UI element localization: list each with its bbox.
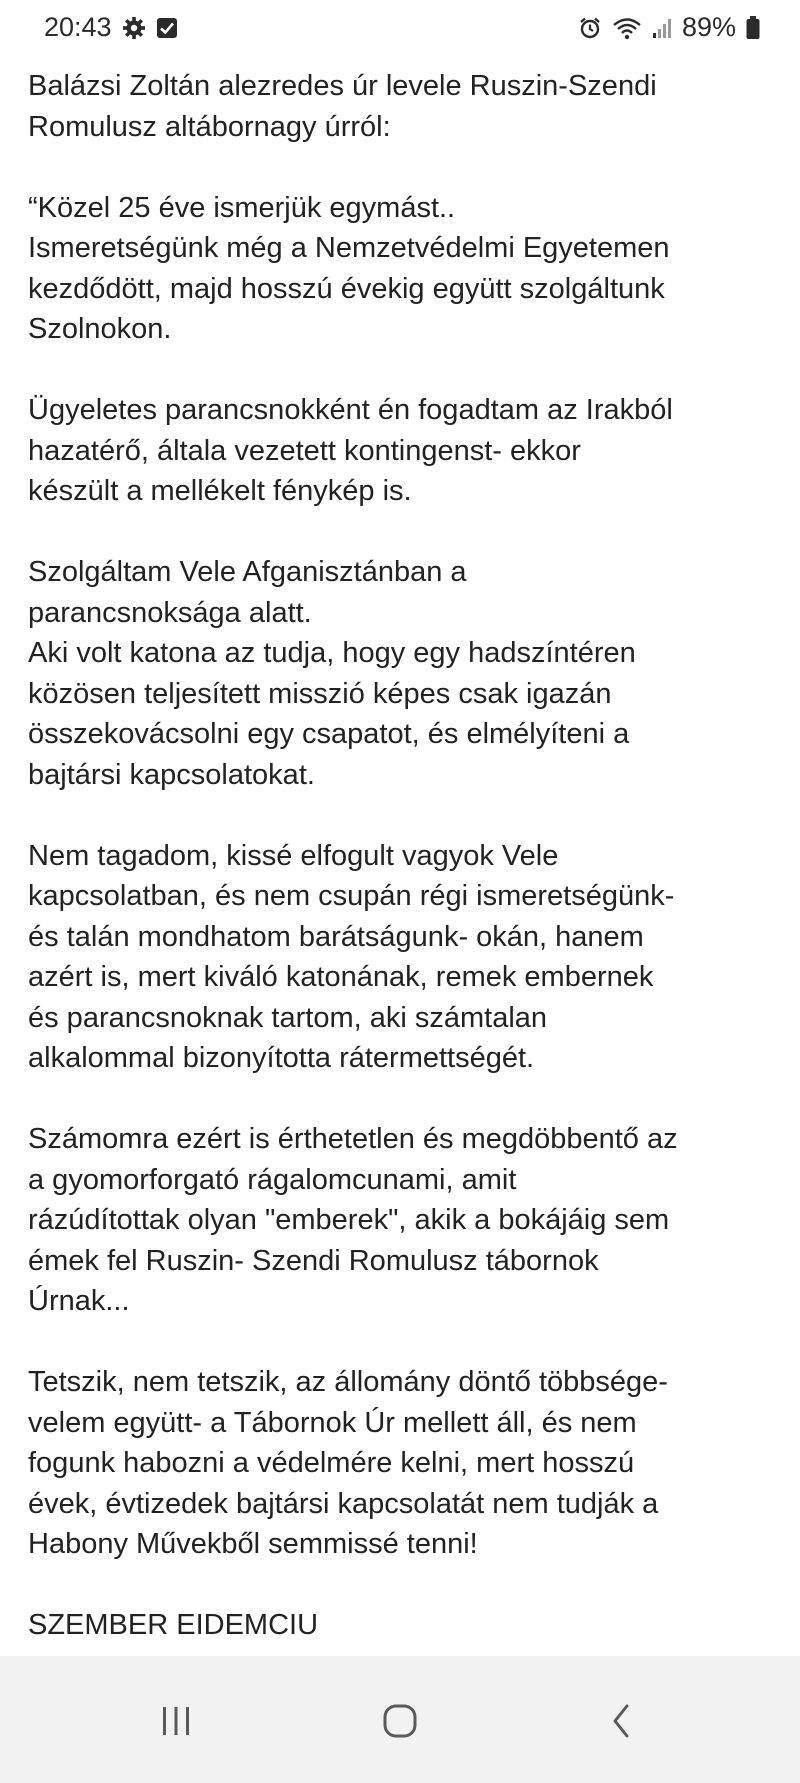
- paragraph-heading: Balázsi Zoltán alezredes úr levele Ruszin-Szendi Romulusz altábornagy úrról:: [28, 70, 657, 143]
- paragraph: Szolgáltam Vele Afganisztánban a parancsnoksága alatt. Aki volt katona az tudja, hogy egy hadszíntéren közösen teljesített misszió képes csak igazán összekovácsolni egy csapatot, és elmélyíteni a bajtársi kapcsolatokat.: [28, 556, 636, 791]
- paragraph: Ügyeletes parancsnokként én fogadtam az Irakból hazatérő, általa vezetett kontingenst- ekkor készült a mellékelt fénykép is.: [28, 394, 673, 507]
- recent-apps-button[interactable]: [136, 1686, 216, 1756]
- back-button[interactable]: [582, 1686, 662, 1756]
- message-body: [28, 66, 778, 1656]
- recent-apps-icon: [156, 1703, 196, 1739]
- home-button[interactable]: [360, 1686, 440, 1756]
- alarm-icon: [578, 16, 602, 40]
- status-bar: [0, 0, 800, 56]
- signal-icon: [652, 17, 672, 39]
- battery-icon: [746, 16, 760, 40]
- settings-icon: [122, 16, 146, 40]
- back-icon: [607, 1701, 637, 1741]
- cut-off-line: SZEMBER EIDEMCIU: [28, 1609, 319, 1641]
- paragraph: Nem tagadom, kissé elfogult vagyok Vele kapcsolatban, és nem csupán régi ismeretségünk- és talán mondhatom barátságunk- okán, hanem azért is, mert kiváló katonának, remek embernek és parancsnoknak tartom, aki számtalan alkalommal bizonyította rátermettségét.: [28, 839, 675, 1074]
- status-left: [44, 12, 178, 43]
- home-icon: [380, 1701, 420, 1741]
- paragraph: Számomra ezért is érthetetlen és megdöbbentő az a gyomorforgató rágalomcunami, amit rázúdítottak olyan "emberek", akik a bokájáig sem émek fel Ruszin- Szendi Romulusz tábornok Úrnak...: [28, 1123, 678, 1317]
- wifi-icon: [612, 16, 642, 40]
- paragraph: “Közel 25 éve ismerjük egymást.. Ismeretségünk még a Nemzetvédelmi Egyetemen kezdődött, majd hosszú évekig együtt szolgáltunk Szolnokon.: [28, 191, 670, 345]
- checkbox-notification-icon: [156, 17, 178, 39]
- status-time: 20:43: [44, 12, 112, 42]
- paragraph: Tetszik, nem tetszik, az állomány döntő többsége- velem együtt- a Tábornok Úr mellett áll, és nem fogunk habozni a védelmére kelni, mert hosszú évek, évtizedek bajtársi kapcsolatát nem tudják a Habony Művekből semmissé tenni!: [28, 1366, 668, 1560]
- status-right: [578, 12, 760, 43]
- navigation-bar: [0, 1656, 800, 1783]
- battery-percent: 89%: [681, 12, 736, 42]
